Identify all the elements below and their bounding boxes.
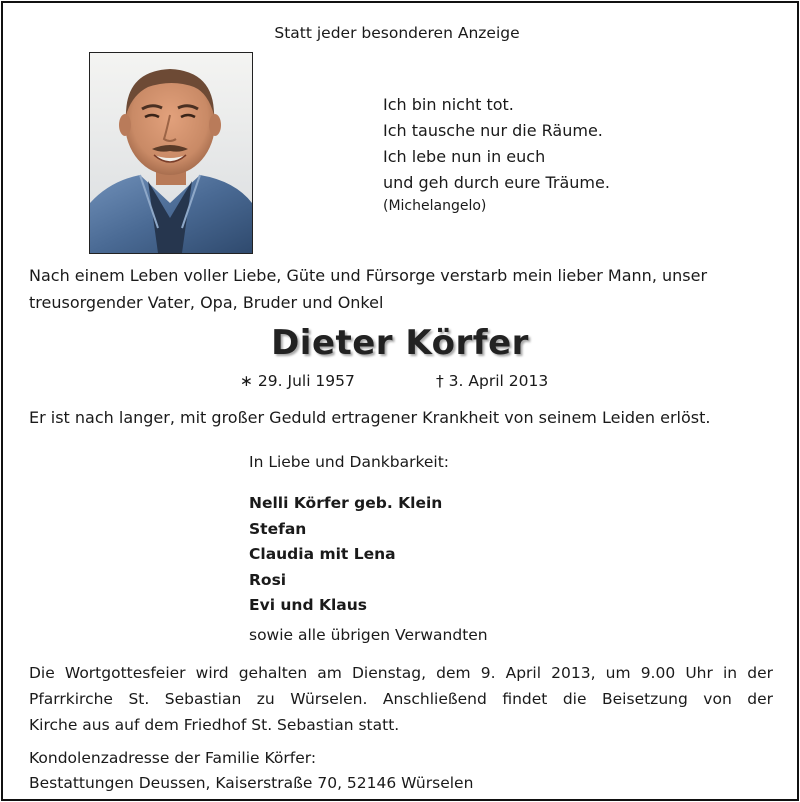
- family-member: Evi und Klaus: [249, 596, 368, 614]
- contact-address: [29, 746, 473, 796]
- poem-line: Ich tausche nur die Räume.: [383, 121, 603, 140]
- poem-line: Ich lebe nun in euch: [383, 147, 546, 166]
- service-line: Kirche aus auf dem Friedhof St. Sebastian statt.: [29, 716, 400, 734]
- service-line: Pfarrkirche St. Sebastian zu Würselen. Anschließend findet die Beisetzung von der: [29, 690, 773, 708]
- poem-line: Ich bin nicht tot.: [383, 95, 514, 114]
- contact-line: Kondolenzadresse der Familie Körfer:: [29, 749, 317, 767]
- portrait-illustration: [90, 53, 252, 253]
- family-member: Rosi: [249, 570, 287, 589]
- portrait-photo: [89, 52, 253, 254]
- contact-line: Bestattungen Deussen, Kaiserstraße 70, 52146 Würselen: [29, 774, 474, 792]
- poem: [383, 92, 610, 216]
- death-date: † 3. April 2013: [436, 372, 549, 390]
- intro-line: Nach einem Leben voller Liebe, Güte und Fürsorge verstarb mein lieber Mann, unser: [29, 266, 708, 285]
- family-member: Claudia mit Lena: [249, 545, 396, 563]
- birth-date: ∗ 29. Juli 1957: [240, 372, 355, 390]
- service-text: [29, 660, 773, 738]
- family-lead: In Liebe und Dankbarkeit:: [249, 453, 450, 471]
- family-list: [249, 452, 488, 645]
- family-member: Nelli Körfer geb. Klein: [249, 494, 443, 512]
- family-member: Stefan: [249, 519, 307, 538]
- deceased-name: Dieter Körfer: [271, 323, 529, 363]
- poem-line: und geh durch eure Träume.: [383, 173, 610, 192]
- intro-text: [29, 262, 707, 316]
- relief-text: Er ist nach langer, mit großer Geduld ertragener Krankheit von seinem Leiden erlöst.: [29, 408, 711, 427]
- service-line: Die Wortgottesfeier wird gehalten am Dienstag, dem 9. April 2013, um 9.00 Uhr in der: [29, 664, 773, 682]
- notice-header: Statt jeder besonderen Anzeige: [274, 24, 520, 42]
- family-rest: sowie alle übrigen Verwandten: [249, 625, 488, 644]
- intro-line: treusorgender Vater, Opa, Bruder und Onkel: [29, 293, 384, 312]
- poem-attribution: (Michelangelo): [383, 198, 487, 214]
